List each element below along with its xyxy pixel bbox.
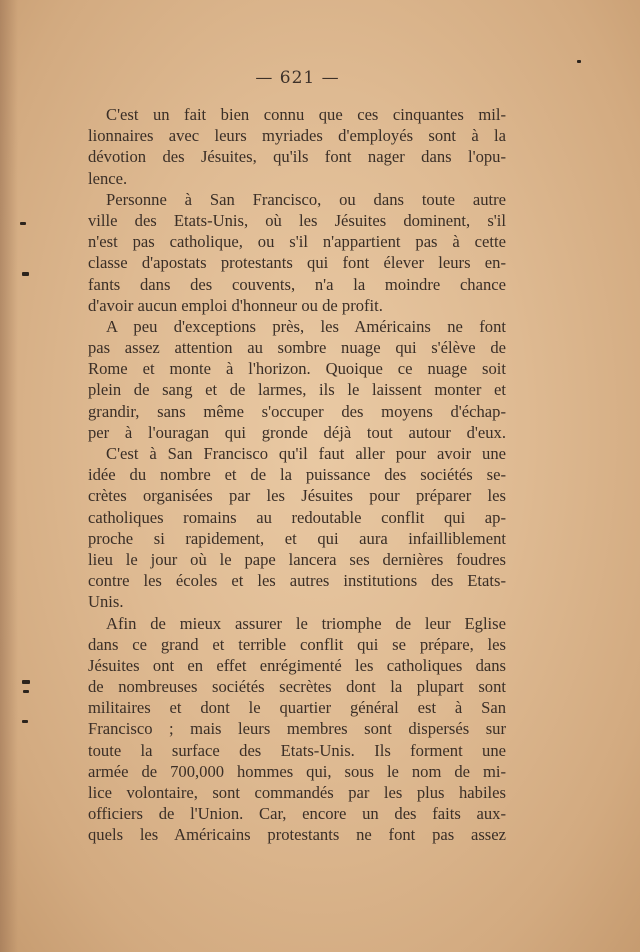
text-line: lence.	[88, 168, 128, 188]
text-line: lice volontaire, sont commandés par les plus habiles	[88, 783, 506, 802]
text-line: per à l'ouragan qui gronde déjà tout autour d'eux.	[88, 422, 506, 442]
text-line: n'est pas catholique, ou s'il n'appartient pas à cette	[88, 232, 506, 252]
page-number: — 621 —	[255, 68, 340, 88]
text-line: d'avoir aucun emploi d'honneur ou de profit.	[88, 295, 383, 315]
text-line: Personne à San Francisco, ou dans toute autre	[106, 189, 506, 209]
text-line: C'est à San Francisco qu'il faut aller pour avoir une	[106, 444, 506, 463]
text-line: Rome et monte à l'horizon. Quoique ce nuage soit	[88, 359, 506, 379]
text-line: plein de sang et de larmes, ils le laissent monter et	[88, 380, 506, 400]
text-line: de nombreuses sociétés secrètes dont la plupart sont	[88, 677, 506, 697]
scan-mark	[22, 272, 29, 276]
text-line: Jésuites ont en effet enrégimenté les catholiques dans	[88, 655, 506, 675]
text-line: dans ce grand et terrible conflit qui se prépare, les	[88, 634, 506, 654]
text-line: armée de 700,000 hommes qui, sous le nom de mi-	[88, 761, 506, 781]
text-line: crètes organisées par les Jésuites pour préparer les	[88, 486, 506, 506]
text-line: contre les écoles et les autres institutions des Etats-	[88, 571, 506, 591]
text-line: Unis.	[88, 592, 124, 612]
text-line: grandir, sans même s'occuper des moyens d'échap-	[88, 401, 506, 421]
text-line: idée du nombre et de la puissance des sociétés se-	[88, 465, 506, 485]
scan-mark	[22, 720, 28, 723]
text-line: pas assez attention au sombre nuage qui s'élève de	[88, 338, 506, 358]
scan-mark	[577, 60, 581, 63]
text-line: Francisco ; mais leurs membres sont dispersés sur	[88, 719, 506, 739]
text-line: proche si rapidement, et qui aura infailliblement	[88, 528, 506, 548]
scan-mark	[23, 690, 29, 693]
text-line: ville des Etats-Unis, où les Jésuites dominent, s'il	[88, 210, 506, 230]
text-line: lieu le jour où le pape lancera ses dernières foudres	[88, 549, 506, 569]
text-line: fants dans des couvents, n'a la moindre chance	[88, 274, 506, 294]
body-text	[88, 104, 506, 846]
scan-mark	[20, 222, 26, 225]
text-line: toute la surface des Etats-Unis. Ils forment une	[88, 740, 506, 760]
scan-mark	[22, 680, 30, 684]
text-line: C'est un fait bien connu que ces cinquantes mil-	[106, 105, 506, 124]
page-left-edge-shadow	[0, 0, 18, 952]
text-line: catholiques romains au redoutable conflit qui ap-	[88, 507, 506, 527]
text-line: dévotion des Jésuites, qu'ils font nager dans l'opu-	[88, 147, 506, 167]
text-line: lionnaires avec leurs myriades d'employés sont à la	[88, 126, 506, 146]
text-line: classe d'apostats protestants qui font élever leurs en-	[88, 253, 506, 273]
text-line: A peu d'exceptions près, les Américains ne font	[106, 316, 506, 336]
text-line: officiers de l'Union. Car, encore un des faits aux-	[88, 804, 506, 824]
text-line: militaires et dont le quartier général est à San	[88, 698, 506, 718]
text-line: quels les Américains protestants ne font pas assez	[88, 825, 506, 845]
text-line: Afin de mieux assurer le triomphe de leur Eglise	[106, 613, 506, 633]
